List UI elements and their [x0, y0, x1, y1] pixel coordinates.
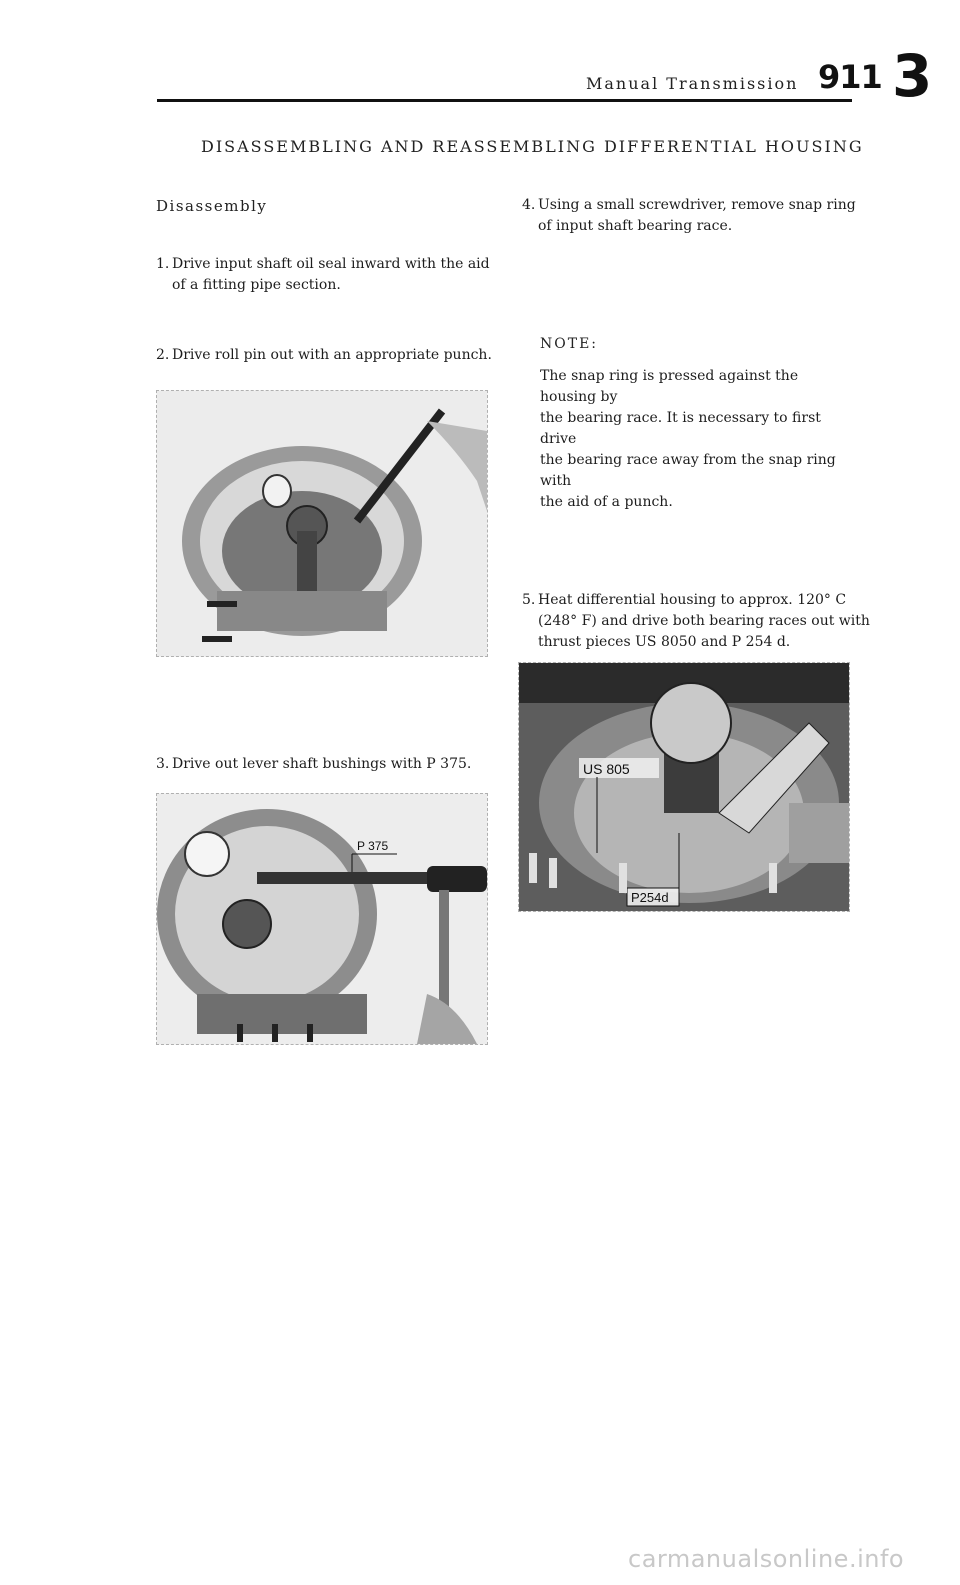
step-4 [522, 195, 856, 237]
housing-illustration-3 [519, 663, 849, 911]
step-5 [522, 590, 870, 653]
step-3-number: 3. [156, 756, 170, 772]
tool-label-us8050: US 805 [583, 761, 630, 777]
tool-label-p375: P 375 [357, 839, 389, 853]
note-label: NOTE: [540, 336, 599, 352]
figure-lever-shaft-bushings [156, 793, 488, 1045]
step-4-line-1: Using a small screwdriver, remove snap ring [538, 197, 856, 213]
figure-roll-pin-punch [156, 390, 488, 657]
model-number: 911 [818, 58, 882, 96]
note-line-1: The snap ring is pressed against the housing by [540, 368, 799, 405]
step-2-number: 2. [156, 347, 170, 363]
housing-illustration-1 [157, 391, 487, 656]
step-3 [156, 754, 471, 775]
housing-illustration-2 [157, 794, 487, 1044]
step-1-line-2: of a fitting pipe section. [172, 277, 341, 293]
step-1-line-1: Drive input shaft oil seal inward with the aid [172, 256, 490, 272]
step-5-line-1: Heat differential housing to approx. 120° C [538, 592, 847, 608]
step-5-line-3: thrust pieces US 8050 and P 254 d. [538, 634, 791, 650]
section-number: 3 [892, 42, 933, 110]
tool-label-p254d: P254d [631, 890, 669, 905]
step-2-line-1: Drive roll pin out with an appropriate punch. [172, 347, 492, 363]
note-line-3: the bearing race away from the snap ring with [540, 452, 836, 489]
step-2 [156, 345, 492, 366]
step-1 [156, 254, 490, 296]
figure-bearing-races-thrust-pieces [518, 662, 850, 912]
step-4-number: 4. [522, 197, 536, 213]
step-5-number: 5. [522, 592, 536, 608]
running-header-title: Manual Transmission [586, 74, 799, 93]
step-3-line-1: Drive out lever shaft bushings with P 375. [172, 756, 472, 772]
step-5-line-2: (248° F) and drive both bearing races out with [538, 613, 870, 629]
page-heading: DISASSEMBLING AND REASSEMBLING DIFFERENTIAL HOUSING [201, 137, 864, 156]
watermark: carmanualsonline.info [628, 1545, 905, 1573]
step-1-number: 1. [156, 256, 170, 272]
note-line-4: the aid of a punch. [540, 494, 673, 510]
subheading-disassembly: Disassembly [156, 197, 268, 215]
note-body [540, 366, 850, 513]
note-line-2: the bearing race. It is necessary to first drive [540, 410, 821, 447]
header-rule [157, 99, 852, 102]
step-4-line-2: of input shaft bearing race. [538, 218, 733, 234]
